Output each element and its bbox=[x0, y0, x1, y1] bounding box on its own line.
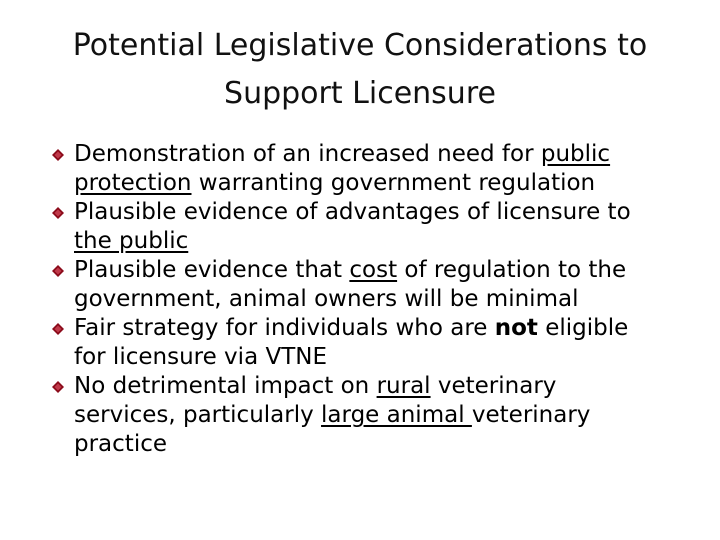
bullet-item-cost bbox=[52, 256, 662, 314]
underlined-text: the public bbox=[74, 228, 189, 254]
bullet-text: eligible for licensure via VTNE bbox=[74, 315, 629, 370]
bullet-text: veterinary services, particularly bbox=[74, 373, 557, 428]
bullet-text: Fair strategy for individuals who are bbox=[74, 315, 495, 341]
bullet-item-fair-strategy bbox=[52, 314, 662, 372]
title-line-1: Potential Legislative Considerations to bbox=[72, 28, 648, 63]
bullet-text: warranting government regulation bbox=[191, 170, 596, 196]
bullet-text: Plausible evidence of advantages of licensure to bbox=[74, 199, 631, 225]
bullet-text: of regulation to the government, animal owners will be minimal bbox=[74, 257, 627, 312]
underlined-text: cost bbox=[349, 257, 398, 283]
diamond-bullet-icon bbox=[52, 149, 64, 161]
diamond-bullet-icon bbox=[52, 381, 64, 393]
diamond-bullet-icon bbox=[52, 323, 64, 335]
diamond-bullet-icon bbox=[52, 207, 64, 219]
bullet-text: veterinary practice bbox=[74, 402, 591, 457]
bullet-text: No detrimental impact on bbox=[74, 373, 377, 399]
slide-title bbox=[20, 22, 700, 118]
bullet-text: Plausible evidence that bbox=[74, 257, 350, 283]
bullet-item-rural-impact bbox=[52, 372, 662, 459]
underlined-text: large animal bbox=[321, 402, 472, 428]
bold-text: not bbox=[494, 315, 538, 341]
bullet-list bbox=[52, 140, 662, 459]
diamond-bullet-icon bbox=[52, 265, 64, 277]
underlined-text: rural bbox=[376, 373, 431, 399]
title-line-2: Support Licensure bbox=[224, 76, 496, 111]
bullet-text: Demonstration of an increased need for bbox=[74, 141, 541, 167]
bullet-item-advantages bbox=[52, 198, 662, 256]
bullet-item-public-protection bbox=[52, 140, 662, 198]
underlined-text: public protection bbox=[74, 141, 611, 196]
